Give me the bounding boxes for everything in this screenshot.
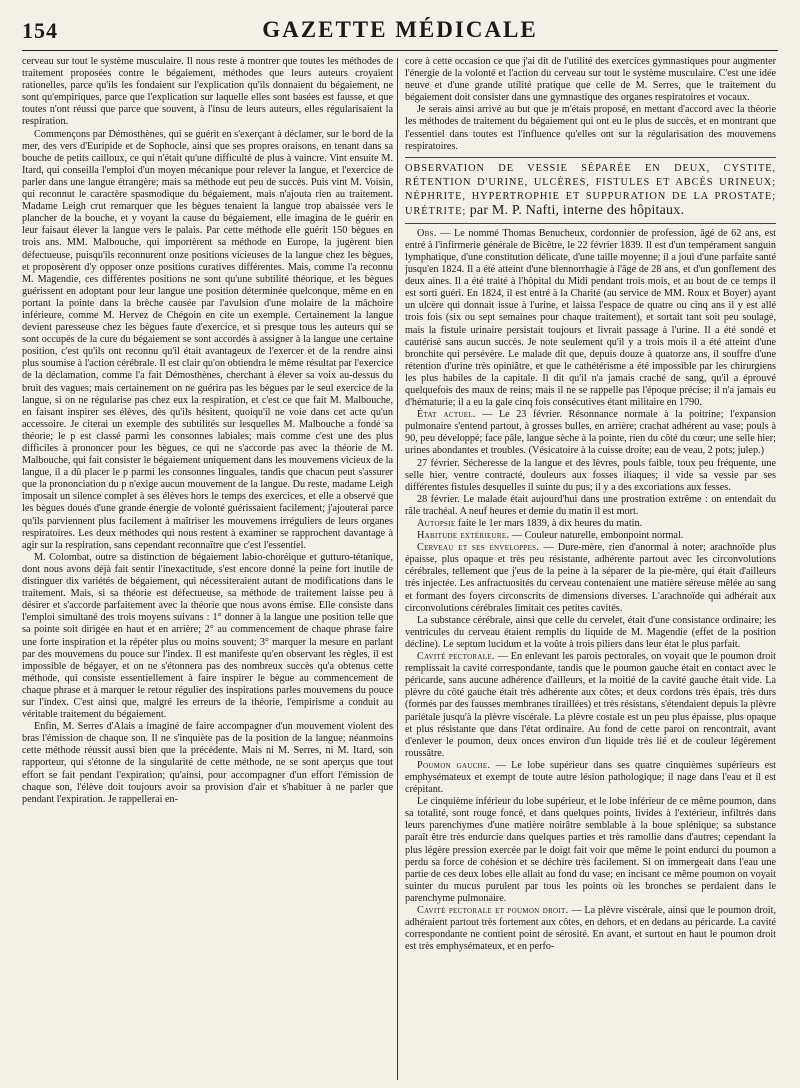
- section-label: Cerveau et ses enveloppes.: [417, 542, 540, 554]
- observation-paragraph: [405, 228, 776, 409]
- right-column: [405, 56, 776, 1082]
- observation-paragraph: [405, 651, 776, 760]
- article-title-text: OBSERVATION DE VESSIE SÉPARÉE EN DEUX, CYSTITE, RÉTENTION D'URINE, ULCÈRES, FISTULES ET ABCÈS URINEUX; NÉPHRITE, HYPERTROPHIE ET SUPPURATION DE LA PROSTATE; URÉTRITE;: [405, 162, 776, 217]
- paragraph: cerveau sur tout le système musculaire. Il nous reste à montrer que toutes les méthodes de traitement proposées contre le bégaiement, méthodes que leurs auteurs croyaient rationelles, parce qu'ils les fondaient sur l'explication qu'ils donnaient du bégaiement, ne sont qu'empiriques, parce que l'explication sur laquelle elles sont basées est fausse, et que toutes n'ont réussi que parce que souvent, à l'insu de leurs auteurs, elles régularisaient la respiration.: [22, 56, 393, 128]
- section-text: — Le nommé Thomas Benucheux, cordonnier de profession, âgé de 62 ans, est entré à l'infirmerie générale de Bicêtre, le 22 février 1839. Il est d'un tempérament sanguin lymphatique, d'une constitution délicate, d'une taille moyenne; il a joui d'une parfaite santé jusqu'en 1824. Il a été atteint d'une blennorrhagie à l'âge de 28 ans, et d'un gonflement des deux aines. Il a été traité à l'hôpital du Midi pendant trois mois, et au bout de ce temps il est sorti guéri. En 1824, il est entré à la Charité (au service de MM. Roux et Boyer) ayant un ulcère qui donnait issue à l'urine, et laissa l'espace de quatre ou cinq ans il y est allé trois fois (six ou sept semaines pour chaque traitement), et sortait tant soit peu soulagé, mais la fistule urinaire persistait toujours et livrait passage à l'urine. Il a été sondé et cautérisé sans aucun succès. Je note seulement qu'il y a trois mois il a été atteint d'une bronchite qui persévère. Le malade dit que, depuis douze à quatorze ans, il souffre d'une rétention d'urine très opiniâtre, et que le cathétérisme a été impossible par les chirurgiens les plus habiles de la capitale. Il dit qu'il n'a jamais craché de sang, qu'il a éprouvé quelquefois des maux de reins; mais il ne se rappelle pas l'époque précise; il n'a jamais eu d'hématurie; il a eu la gale cinq fois consécutives étant militaire en 1790.: [405, 227, 776, 409]
- section-text: faite le 1er mars 1839, à dix heures du matin.: [457, 518, 643, 529]
- paragraph: core à cette occasion ce que j'ai dit de l'utilité des exercices gymnastiques pour augmenter l'énergie de la volonté et l'action du cerveau sur tout le système musculaire. C'est une idée neuve et d'une grande utilité pratique que celle de M. Serres, que le traitement du bégaiement doit consister dans une gymnastique des organes respiratoires et vocaux.: [405, 56, 776, 104]
- section-label: Cavité pectorale.: [417, 651, 495, 663]
- article-title: [405, 162, 776, 219]
- observation-paragraph: [405, 530, 776, 542]
- observation-paragraph: [405, 615, 776, 651]
- section-text: 27 février. Sécheresse de la langue et des lèvres, pouls faible, toux peu fréquente, une selle hier, ventre contracté, douleurs aux fosses iliaques; il vide sa vessie par ses différentes fistules desquelles il suinte du pus; il y a des excoriations aux fesses.: [405, 457, 776, 493]
- observation-paragraph: [405, 542, 776, 615]
- section-text: — Couleur naturelle, embonpoint normal.: [511, 530, 684, 542]
- left-column: [22, 56, 393, 1082]
- section-label: Cavité pectorale et poumon droit.: [417, 905, 569, 916]
- section-text: — Le 23 février. Résonnance normale à la poitrine; l'expansion pulmonaire s'entend partout, à grosses bulles, en arrière; crachat adhérent au vase; pouls à 90, peu développé; face pâle, langue sèche à la pointe, rien du côté du cœur; une selle hier; urines abondantes et troubles. (Vésicatoire à la cuisse droite; eau de veau, 2 pots; julep.): [405, 409, 776, 457]
- article-body: [405, 228, 776, 954]
- paragraph: M. Colombat, outre sa distinction de bégaiement labio-choréique et gutturo-tétanique, dont nous avons déjà fait sentir l'inexactitude, s'est encore donné la peine fort inutile de distinguer dix variétés de bégaiement, qui nécessiteraient autant de modifications dans le traitement. Mais, si sa théorie est défectueuse, sa méthode de traitement laisse peu à désirer et s'accorde parfaitement avec la théorie que nous avons émise. Elle consiste dans l'emploi simultané des trois moyens suivans : 1° donner à la langue une position telle que sa pointe soit dirigée en haut et en arrière; 2° au commencement de chaque phrase faire une forte inspiration et la répéter plus ou moins souvent; 3° marquer la mesure en parlant par des mouvemens du pouce sur l'index. Il est manifeste qu'en observant les règles, il est impossible de bégayer, et on ne s'étonnera pas des nombreux succès qu'a obtenus cette méthode, qui consiste essentiellement à faire inspirer le bègue au commencement de chaque phrase et à marquer le retour régulier des inspirations parles mouvemens du pouce sur l'index. C'est ainsi que, malgré les erreurs de la théorie, l'empirisme a conduit au véritable traitement du bégaiement.: [22, 551, 393, 721]
- section-text: — Le lobe supérieur dans ses quatre cinquièmes supérieurs est emphysémateux et exempt de toute autre lésion pathologique; il nage dans l'eau et il est crépitant.: [405, 759, 776, 796]
- section-text: — Dure-mère, rien d'anormal à noter; arachnoïde plus épaisse, plus opaque et très peu résistante, adhérente partout avec les circonvolutions cérébrales, tellement que j'eus de la peine à la séparer de la pie-mère, qui était d'ailleurs très injectée. Les anfractuosités du cerveau contenaient une matière séreuse mêlée au sang et formant des foyers circonscrits de dimensions diverses. L'arachnoïde qui adhérait aux circonvolutions cérébrales limitait ces petites cavités.: [405, 542, 776, 614]
- observation-paragraph: [405, 458, 776, 494]
- observation-paragraph: [405, 796, 776, 905]
- section-text: Le cinquième inférieur du lobe supérieur, et le lobe inférieur de ce même poumon, dans sa totalité, sont rouge foncé, et dans quelques points, livides à l'extérieur, infiltrés dans leurs parenchymes d'une matière noirâtre semblable à la boue splénique; sa substance paraît être très endurcie dans quelques parties et très ramollie dans d'autres; cependant la plus légère pression exercée par le doigt fait voir que même le point endurci du poumon a perdu sa force de cohésion et se déchire très facilement. Si on immergeait dans l'eau une partie de ces deux lobes elle allait au fond du vase; en incisant ce même poumon on voyait suinter du mucus purulent par tous les points où les bronches se perdaient dans le parenchyme pulmonaire.: [405, 796, 776, 904]
- section-text: — La plèvre viscérale, ainsi que le poumon droit, adhéraient partout très fortement aux côtes, en dehors, et en dedans au péricarde. La cavité correspondante ne contient point de sérosité. En avant, et surtout en haut le poumon droit est très emphysémateux, et en perfo-: [405, 905, 776, 953]
- section-label: Poumon gauche.: [417, 759, 491, 771]
- page-header: [22, 14, 778, 51]
- section-label: Habitude extérieure.: [417, 530, 510, 542]
- paragraph: Je serais ainsi arrivé au but que je m'étais proposé, en mettant d'accord avec la théorie les méthodes de traitement du bégaiement qui ont eu le plus de succès, et en montrant que l'essentiel dans toutes est l'influence qu'elles ont sur la régularisation des mouvemens respiratoires.: [405, 104, 776, 152]
- observation-paragraph: [405, 760, 776, 796]
- section-label: Autopsie: [417, 518, 456, 529]
- section-text: 28 février. Le malade était aujourd'hui dans une prostration extrême : on entendait du râle trachéal. A neuf heures et demie du matin il est mort.: [405, 493, 776, 517]
- article-author: par M. P. Nafti, interne des hôpitaux.: [469, 202, 685, 218]
- observation-paragraph: [405, 494, 776, 518]
- column-divider: [397, 58, 398, 1080]
- paragraph: Commençons par Démosthènes, qui se guérit en s'exerçant à déclamer, sur le bord de la mer, des vers d'Euripide et de Sophocle, ainsi que ses propres oraisons, en tenant dans sa bouche de petits cailloux, ce qui n'était qu'une difficulté de plus à vaincre. Vint ensuite M. Itard, qui conseilla l'emploi d'un moyen mécanique pour relever la langue, et l'exercice de parler dans une langue étrangère; mais sa méthode eut peu de succès. Puis vint M. Voisin, qui reconnut le caractère spasmodique du bégaiement, mais n'ajouta rien au traitement. Madame Leigh crut remarquer que les bègues tenaient la langue trop abaissée vers le plancher de la bouche, et y voyant la cause du bégaiement, elle imagina de le guérir en leur faisaut élever la langue vers le palais. Par cette méthode elle guérit 150 bègues en trois ans. MM. Malbouche, qui importèrent sa méthode en Europe, la jugèrent bien défectueuse, puisqu'ils reconnurent onze positions vicieuses de la langue chez les bègues, et proposèrent d'y opposer onze positions curatives différentes. Mais, comme l'a reconnu M. Magendie, ces différentes positions ne sont qu'une subtilité théorique, et les bègues guérissent en adoptant pour leur langue une position déterminée quelconque, même en en portant la pointe dans la brèche causée par l'avulsion d'une molaire de la mâchoire inférieure, comme M. Hervez de Chégoin en cite un exemple. Certainement la langue devient paresseuse chez les bègues faute d'exercice, et si presque tous les auteurs qui se sont occupés de la cure du bégaiement se sont accordés à assigner à la langue une certaine position, c'est qu'ils ont reconnu qu'il était avantageux de l'exercer et de la rendre ainsi plus soumise à l'action cérébrale. Il est clair qu'on obtiendra le même résultat par l'exercice de la déclamation, comme l'a fait Démosthènes, cherchant à élever sa voix au-dessus du bruit des vagues; mais certainement on ne guérira pas les bègues par le seul exercice de la langue, si on ne régularise pas chez eux la respiration, et c'est ce que fait M. Malbouche, en faisant inspirer ses élèves, dès qu'ils hésitent, quoiqu'il ne voie dans cet acte qu'un accessoire. Je citerai un exemple des subtilités sur lesquelles M. Malbouche a fondé sa théorie; le p est classé parmi les consonnes labiales; mais comme c'est une des plus difficiles à prononcer pour les bègues, ce qui ne s'accorde pas avec la théorie de M. Malbouche, qui fait consister le bégaiement uniquement dans les mouvemens vicieux de la langue, il a dû placer le p parmi les consonnes linguales, tandis que chacun peut s'assurer que la prononciation du p n'exige aucun mouvement de la langue. Du reste, madame Leigh imposait un silence complet à ses élèves hors le temps des exercices, et elle a observé que les bègues doués d'une grande énergie de volonté guérissaient facilement; j'ajouterai parce qu'ils parviennent plus facilement à maîtriser les mouvemens irréguliers de leurs organes respiratoires. Les deux méthodes qui nous restent à examiner se rapprochent davantage à agir sur la respiration, sans cependant reconnaître que c'est l'essentiel.: [22, 128, 393, 551]
- paragraph: Enfin, M. Serres d'Alais a imaginé de faire accompagner d'un mouvement violent des bras l'émission de chaque son. Il ne s'inquiète pas de la position de la langue; néanmoins cette méthode réussit aussi bien que la précédente. Mais ni M. Serres, ni M. Itard, son rapporteur, qui s'étonne de la singularité de cette méthode, ne se sont aperçus que tout effort se fait pendant l'expiration; qu'ainsi, pour accompagner d'un effort l'émission de chaque son, l'élève doit toujours avoir sa provision d'air et s'habituer à ne parler que pendant l'expiration. Je rappellerai en-: [22, 721, 393, 805]
- journal-title: GAZETTE MÉDICALE: [262, 17, 538, 42]
- section-label: Obs.: [417, 227, 437, 239]
- section-rule: [405, 223, 776, 224]
- section-rule: [405, 157, 776, 158]
- observation-paragraph: [405, 905, 776, 953]
- section-text: — En enlevant les parois pectorales, on voyait que le poumon droit remplissait la cavité correspondante, tandis que le poumon gauche était en contact avec le péricarde, sans aucune adhérence d'ailleurs, et la moitié de la cavité gauche était vide. La plèvre du côté gauche était très adhérente aux côtes; et deux cordons très épais, très durs (formés par des fausses membranes tiraillées) et très résistans, s'étendaient depuis la plèvre pariétale jusqu'à la plèvre viscérale. La plèvre costale est un peu plus épaisse, plus opaque et plus résistante que dans l'état ordinaire. Au fond de cette paroi on rencontrait, avant d'enlever le poumon, deux onces environ d'un liquide très lié et de couleur légèrement roussâtre.: [405, 651, 776, 759]
- section-text: La substance cérébrale, ainsi que celle du cervelet, était d'une consistance ordinaire; les ventricules du cerveau étaient remplis du liquide de M. Magendie (effet de la position décline). Le septum lucidum et la voûte à trois piliers dans leur état le plus parfait.: [405, 614, 776, 650]
- section-label: État actuel.: [417, 409, 476, 421]
- observation-paragraph: [405, 409, 776, 457]
- page-number: 154: [22, 18, 58, 43]
- observation-paragraph: [405, 518, 776, 530]
